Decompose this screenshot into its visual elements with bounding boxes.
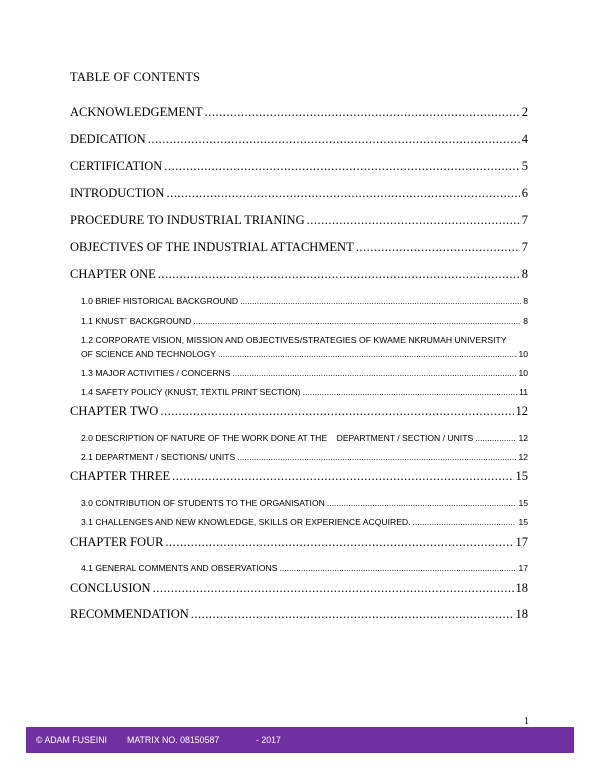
toc-entry-chapter-three[interactable] [70, 469, 528, 484]
toc-entry-dedication[interactable] [70, 132, 528, 147]
toc-entry-label: INTRODUCTION [70, 186, 165, 200]
toc-entry-label: CONCLUSION [70, 581, 151, 595]
toc-subentry-1-4[interactable] [81, 387, 528, 397]
toc-entry-chapter-four[interactable] [70, 535, 528, 550]
leader-dots [240, 296, 521, 306]
leader-dots [166, 186, 519, 201]
toc-entry-label: OBJECTIVES OF THE INDUSTRIAL ATTACHMENT [70, 240, 354, 254]
toc-entry-page: 15 [515, 469, 528, 483]
leader-dots [193, 316, 521, 326]
toc-entry-page: 12 [518, 433, 528, 443]
toc-entry-label: 2.1 DEPARTMENT / SECTIONS/ UNITS [81, 452, 236, 462]
toc-entry-label: 1.0 BRIEF HISTORICAL BACKGROUND [81, 296, 239, 306]
leader-dots [232, 368, 516, 378]
toc-entry-page: 7 [521, 240, 528, 254]
toc-entry-page: 2 [521, 105, 528, 119]
toc-entry-page: 7 [521, 213, 528, 227]
toc-entry-page: 10 [518, 368, 528, 378]
toc-entry-introduction[interactable] [70, 186, 528, 201]
footer-author: © ADAM FUSEINI [36, 735, 108, 745]
toc-entry-page: 18 [515, 607, 528, 621]
toc-subentry-2-1[interactable] [81, 452, 528, 462]
toc-entry-page: 8 [521, 267, 528, 281]
toc-entry-label: 4.1 GENERAL COMMENTS AND OBSERVATIONS [81, 563, 278, 573]
leader-dots [158, 267, 520, 282]
toc-subentry-2-0[interactable] [81, 433, 528, 443]
footer-bar [26, 727, 574, 753]
toc-entry-label: PROCEDURE TO INDUSTRIAL TRIANING [70, 213, 305, 227]
page-number: 1 [524, 716, 529, 727]
toc-subentry-4-1[interactable] [81, 563, 528, 573]
leader-dots [148, 132, 520, 147]
toc-entry-label: 2.0 DESCRIPTION OF NATURE OF THE WORK DONE AT THE DEPARTMENT / SECTION / UNITS [81, 433, 474, 443]
toc-title: TABLE OF CONTENTS [70, 70, 201, 84]
toc-entry-certification[interactable] [70, 159, 528, 174]
toc-entry-acknowledgement[interactable] [70, 105, 528, 120]
leader-dots [165, 535, 513, 550]
leader-dots [172, 469, 513, 484]
toc-entry-label: 3.1 CHALLENGES AND NEW KNOWLEDGE, SKILLS OR EXPERIENCE ACQUIRED. [81, 517, 411, 527]
toc-entry-page: 17 [515, 535, 528, 549]
footer-matrix: MATRIX NO. 08150587 [127, 735, 220, 745]
footer-year: - 2017 [256, 735, 281, 745]
toc-entry-chapter-one[interactable] [70, 267, 528, 282]
leader-dots [237, 452, 516, 462]
leader-dots [279, 563, 516, 573]
toc-entry-label: 3.0 CONTRIBUTION OF STUDENTS TO THE ORGANISATION [81, 498, 325, 508]
leader-dots [191, 607, 514, 622]
toc-entry-page: 15 [518, 498, 528, 508]
toc-entry-label: RECOMMENDATION [70, 607, 189, 621]
toc-subentry-1-1[interactable] [81, 316, 528, 326]
leader-dots [356, 240, 520, 255]
toc-entry-page: 18 [515, 581, 528, 595]
toc-entry-page: 12 [518, 452, 528, 462]
toc-entry-page: 8 [523, 316, 528, 326]
toc-entry-conclusion[interactable] [70, 581, 528, 596]
leader-dots [303, 387, 517, 397]
toc-entry-page: 15 [518, 517, 528, 527]
toc-entry-label: ACKNOWLEDGEMENT [70, 105, 203, 119]
toc-entry-label: CERTIFICATION [70, 159, 163, 173]
leader-dots [153, 581, 514, 596]
toc-subentry-1-2-line1[interactable]: 1.2 CORPORATE VISION, MISSION AND OBJECTIVES/STRATEGIES OF KWAME NKRUMAH UNIVERSITY [81, 335, 507, 345]
toc-entry-recommendation[interactable] [70, 607, 528, 622]
toc-subentry-3-0[interactable] [81, 498, 528, 508]
toc-subentry-1-3[interactable] [81, 368, 528, 378]
toc-entry-label: 1.3 MAJOR ACTIVITIES / CONCERNS [81, 368, 231, 378]
leader-dots [413, 517, 517, 527]
toc-entry-label: 1.4 SAFETY POLICY (KNUST, TEXTIL PRINT SECTION) [81, 387, 301, 397]
toc-entry-label: CHAPTER THREE [70, 469, 171, 483]
leader-dots [160, 404, 513, 419]
toc-entry-label: 1.1 KNUST` BACKGROUND [81, 316, 192, 326]
toc-entry-objectives[interactable] [70, 240, 528, 255]
toc-entry-label: CHAPTER FOUR [70, 535, 164, 549]
toc-entry-label: CHAPTER TWO [70, 404, 159, 418]
toc-entry-label: DEDICATION [70, 132, 146, 146]
toc-subentry-1-0[interactable] [81, 296, 528, 306]
toc-entry-label: CHAPTER ONE [70, 267, 156, 281]
leader-dots [218, 349, 516, 359]
leader-dots [205, 105, 520, 120]
toc-entry-page: 11 [519, 387, 528, 397]
toc-entry-chapter-two[interactable] [70, 404, 528, 419]
toc-subentry-1-2[interactable] [81, 349, 528, 359]
toc-entry-page: 8 [523, 296, 528, 306]
toc-entry-page: 10 [518, 349, 528, 359]
toc-entry-page: 5 [521, 159, 528, 173]
leader-dots [307, 213, 520, 228]
leader-dots [164, 159, 519, 174]
toc-entry-page: 17 [518, 563, 528, 573]
toc-entry-page: 6 [521, 186, 528, 200]
leader-dots [327, 498, 517, 508]
toc-entry-page: 12 [515, 404, 528, 418]
toc-entry-label: OF SCIENCE AND TECHNOLOGY [81, 349, 216, 359]
toc-entry-page: 4 [521, 132, 528, 146]
leader-dots [475, 433, 516, 443]
toc-entry-procedure[interactable] [70, 213, 528, 228]
toc-subentry-3-1[interactable] [81, 517, 528, 527]
